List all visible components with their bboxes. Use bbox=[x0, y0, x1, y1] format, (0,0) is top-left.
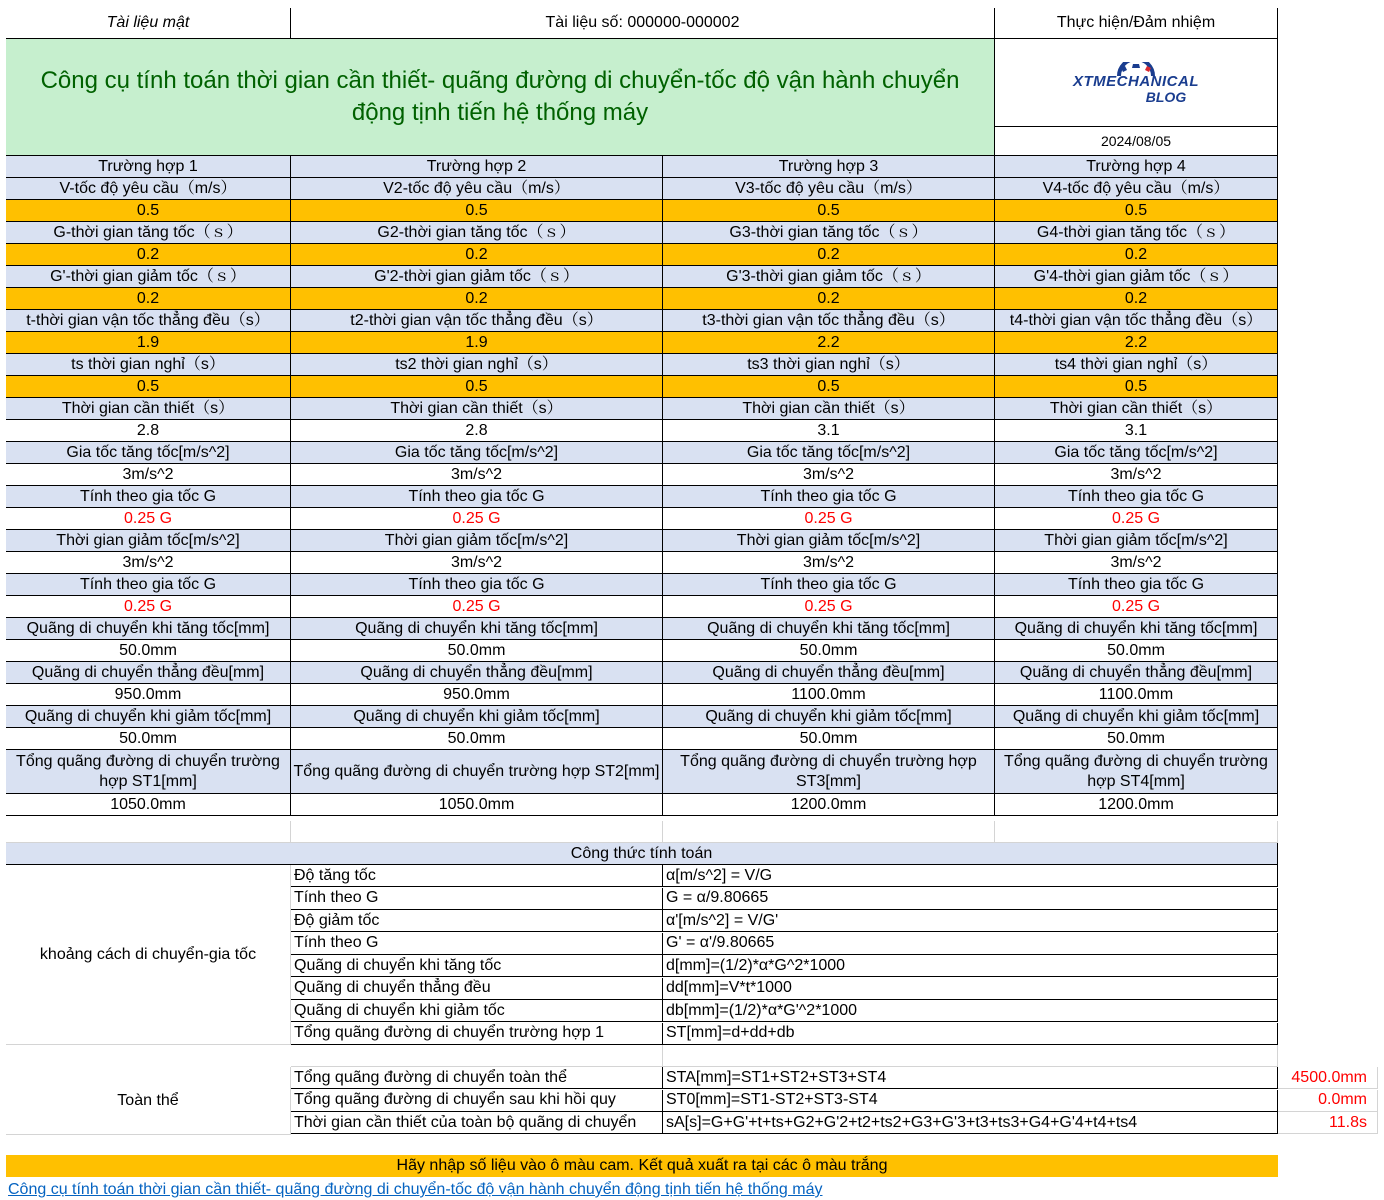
table-row bbox=[0, 200, 1384, 222]
doc-number-cell[interactable] bbox=[291, 8, 995, 39]
result-cell-case-3[interactable]: 3.1 bbox=[663, 420, 995, 442]
result-cell-case-2[interactable]: 1050.0mm bbox=[291, 794, 663, 816]
formulas-header-row bbox=[0, 843, 1384, 865]
label-cell-case-4[interactable]: Quãng di chuyển khi giảm tốc[mm] bbox=[995, 706, 1278, 728]
label-cell-case-1[interactable]: Gia tốc tăng tốc[m/s^2] bbox=[6, 442, 291, 464]
tool-title-cell[interactable]: Công cụ tính toán thời gian cần thiết- quãng đường di chuyển-tốc độ vận hành chuyển động tịnh tiến hệ thống máy bbox=[6, 39, 995, 156]
formula-expression[interactable]: STA[mm]=ST1+ST2+ST3+ST4 bbox=[663, 1067, 1278, 1089]
label-cell-case-2[interactable]: Quãng di chuyển thẳng đều[mm] bbox=[291, 662, 663, 684]
label-cell-case-2[interactable]: ts2 thời gian nghỉ（s） bbox=[291, 354, 663, 376]
result-cell-case-1[interactable]: 950.0mm bbox=[6, 684, 291, 706]
label-cell-case-3[interactable]: Quãng di chuyển thẳng đều[mm] bbox=[663, 662, 995, 684]
table-row bbox=[0, 728, 1384, 750]
formula-expression[interactable]: db[mm]=(1/2)*α*G'^2*1000 bbox=[663, 1000, 1278, 1022]
formula-name[interactable]: Quãng di chuyển khi tăng tốc bbox=[291, 955, 663, 977]
blank-cell[interactable] bbox=[995, 821, 1278, 843]
tool-hyperlink[interactable]: Công cụ tính toán thời gian cần thiết- quãng đường di chuyển-tốc độ vận hành chuyển động tịnh tiến hệ thống máy bbox=[8, 1181, 823, 1198]
formula-row bbox=[0, 1090, 1384, 1112]
label-cell-case-3[interactable]: Quãng di chuyển khi tăng tốc[mm] bbox=[663, 618, 995, 640]
formula-name[interactable]: Tính theo G bbox=[291, 888, 663, 910]
table-row bbox=[0, 376, 1384, 398]
input-cell-case-3[interactable]: 0.2 bbox=[663, 244, 995, 266]
logo-cell[interactable] bbox=[995, 39, 1278, 127]
result-cell-case-3[interactable]: 1100.0mm bbox=[663, 684, 995, 706]
result-cell-case-2[interactable]: 3m/s^2 bbox=[291, 464, 663, 486]
input-cell-case-4[interactable]: 0.5 bbox=[995, 376, 1278, 398]
input-cell-case-3[interactable]: 2.2 bbox=[663, 332, 995, 354]
group-distance-accel-label[interactable]: khoảng cách di chuyển-gia tốc bbox=[6, 865, 291, 1045]
input-cell-case-1[interactable]: 0.2 bbox=[6, 244, 291, 266]
label-cell-case-3[interactable]: Trường hợp 3 bbox=[663, 156, 995, 178]
input-cell-case-1[interactable]: 0.5 bbox=[6, 376, 291, 398]
table-row bbox=[0, 354, 1384, 376]
result-cell-case-4[interactable]: 3m/s^2 bbox=[995, 464, 1278, 486]
formula-expression[interactable]: d[mm]=(1/2)*α*G^2*1000 bbox=[663, 955, 1278, 977]
label-cell-case-2[interactable]: G2-thời gian tăng tốc（ｓ） bbox=[291, 222, 663, 244]
result-cell-case-4[interactable]: 0.25 G bbox=[995, 508, 1278, 530]
label-cell-case-4[interactable]: Thời gian cần thiết（s） bbox=[995, 398, 1278, 420]
input-cell-case-3[interactable]: 0.2 bbox=[663, 288, 995, 310]
result-cell-case-2[interactable]: 0.25 G bbox=[291, 508, 663, 530]
input-cell-case-1[interactable]: 0.5 bbox=[6, 200, 291, 222]
result-cell-case-1[interactable]: 3m/s^2 bbox=[6, 464, 291, 486]
formula-expression[interactable]: ST[mm]=d+dd+db bbox=[663, 1023, 1278, 1045]
formula-row bbox=[0, 978, 1384, 1000]
label-cell-case-2[interactable]: Thời gian giảm tốc[m/s^2] bbox=[291, 530, 663, 552]
label-cell-case-4[interactable]: Tính theo gia tốc G bbox=[995, 486, 1278, 508]
formula-name[interactable]: Quãng di chuyển thẳng đều bbox=[291, 978, 663, 1000]
logo-subtext: BLOG bbox=[1145, 88, 1187, 105]
result-cell-case-4[interactable]: 50.0mm bbox=[995, 640, 1278, 662]
label-cell-case-3[interactable]: V3-tốc độ yêu cầu（m/s） bbox=[663, 178, 995, 200]
table-row bbox=[0, 464, 1384, 486]
result-cell-case-2[interactable]: 50.0mm bbox=[291, 640, 663, 662]
formula-name[interactable]: Tổng quãng đường di chuyển trường hợp 1 bbox=[291, 1023, 663, 1045]
formula-expression[interactable]: α'[m/s^2] = V/G' bbox=[663, 910, 1278, 932]
logo-text: XTMECHANICAL bbox=[1073, 72, 1199, 90]
label-cell-case-2[interactable]: V2-tốc độ yêu cầu（m/s） bbox=[291, 178, 663, 200]
formula-result[interactable]: 4500.0mm bbox=[1278, 1067, 1378, 1089]
result-cell-case-1[interactable]: 50.0mm bbox=[6, 640, 291, 662]
label-cell-case-4[interactable]: Quãng di chuyển khi tăng tốc[mm] bbox=[995, 618, 1278, 640]
label-cell-case-1[interactable]: Quãng di chuyển thẳng đều[mm] bbox=[6, 662, 291, 684]
table-row bbox=[0, 706, 1384, 728]
input-cell-case-4[interactable]: 0.2 bbox=[995, 244, 1278, 266]
table-row bbox=[0, 662, 1384, 684]
label-cell-case-3[interactable]: Tính theo gia tốc G bbox=[663, 486, 995, 508]
input-cell-case-3[interactable]: 0.5 bbox=[663, 200, 995, 222]
table-row bbox=[0, 244, 1384, 266]
result-cell-case-4[interactable]: 3.1 bbox=[995, 420, 1278, 442]
label-cell-case-2[interactable]: t2-thời gian vận tốc thẳng đều（s） bbox=[291, 310, 663, 332]
formula-name[interactable]: Tổng quãng đường di chuyển sau khi hồi quy bbox=[291, 1090, 663, 1112]
label-cell-case-3[interactable]: Gia tốc tăng tốc[m/s^2] bbox=[663, 442, 995, 464]
label-cell-case-2[interactable]: Tính theo gia tốc G bbox=[291, 486, 663, 508]
formula-row bbox=[0, 1067, 1384, 1089]
group-overall-label[interactable]: Toàn thể bbox=[6, 1067, 291, 1135]
formula-row bbox=[0, 955, 1384, 977]
blank-cell[interactable] bbox=[291, 821, 663, 843]
label-cell-case-3[interactable]: Quãng di chuyển khi giảm tốc[mm] bbox=[663, 706, 995, 728]
formula-name[interactable]: Quãng di chuyển khi giảm tốc bbox=[291, 1000, 663, 1022]
result-cell-case-3[interactable]: 50.0mm bbox=[663, 640, 995, 662]
label-cell-case-4[interactable]: Trường hợp 4 bbox=[995, 156, 1278, 178]
label-cell-case-4[interactable]: V4-tốc độ yêu cầu（m/s） bbox=[995, 178, 1278, 200]
result-cell-case-4[interactable]: 1100.0mm bbox=[995, 684, 1278, 706]
label-cell-case-1[interactable]: G-thời gian tăng tốc（ｓ） bbox=[6, 222, 291, 244]
instruction-note[interactable]: Hãy nhập số liệu vào ô màu cam. Kết quả xuất ra tại các ô màu trắng bbox=[6, 1155, 1278, 1177]
title-row bbox=[0, 39, 1384, 156]
formula-name[interactable]: Tổng quãng đường di chuyển toàn thể bbox=[291, 1067, 663, 1089]
label-cell-case-4[interactable]: Thời gian giảm tốc[m/s^2] bbox=[995, 530, 1278, 552]
label-cell-case-2[interactable]: Thời gian cần thiết（s） bbox=[291, 398, 663, 420]
formula-expression[interactable]: α[m/s^2] = V/G bbox=[663, 865, 1278, 887]
formula-expression[interactable]: sA[s]=G+G'+t+ts+G2+G'2+t2+ts2+G3+G'3+t3+ts3+G4+G'4+t4+ts4 bbox=[663, 1112, 1278, 1134]
result-cell-case-3[interactable]: 0.25 G bbox=[663, 596, 995, 618]
result-cell-case-1[interactable]: 50.0mm bbox=[6, 728, 291, 750]
blank-cell[interactable] bbox=[663, 1045, 1278, 1067]
result-cell-case-3[interactable]: 3m/s^2 bbox=[663, 552, 995, 574]
table-row bbox=[0, 398, 1384, 420]
result-cell-case-3[interactable]: 50.0mm bbox=[663, 728, 995, 750]
result-cell-case-3[interactable]: 3m/s^2 bbox=[663, 464, 995, 486]
label-cell-case-2[interactable]: Quãng di chuyển khi giảm tốc[mm] bbox=[291, 706, 663, 728]
label-cell-case-3[interactable]: Thời gian giảm tốc[m/s^2] bbox=[663, 530, 995, 552]
formula-expression[interactable]: ST0[mm]=ST1-ST2+ST3-ST4 bbox=[663, 1090, 1278, 1112]
label-cell-case-1[interactable]: Tính theo gia tốc G bbox=[6, 486, 291, 508]
table-row bbox=[0, 684, 1384, 706]
formula-name[interactable]: Thời gian cần thiết của toàn bộ quãng di chuyển bbox=[291, 1112, 663, 1134]
label-cell-case-1[interactable]: Tính theo gia tốc G bbox=[6, 574, 291, 596]
blank-cell[interactable] bbox=[291, 1045, 663, 1067]
result-cell-case-2[interactable]: 50.0mm bbox=[291, 728, 663, 750]
formula-result[interactable]: 11.8s bbox=[1278, 1112, 1378, 1134]
label-cell-case-4[interactable]: Gia tốc tăng tốc[m/s^2] bbox=[995, 442, 1278, 464]
label-cell-case-2[interactable]: Trường hợp 2 bbox=[291, 156, 663, 178]
blank-row bbox=[0, 1045, 1384, 1067]
label-cell-case-1[interactable]: G'-thời gian giảm tốc（ｓ） bbox=[6, 266, 291, 288]
table-row bbox=[0, 266, 1384, 288]
input-cell-case-4[interactable]: 2.2 bbox=[995, 332, 1278, 354]
result-cell-case-3[interactable]: 0.25 G bbox=[663, 508, 995, 530]
date-cell[interactable]: 2024/08/05 bbox=[995, 127, 1278, 156]
blank-cell[interactable] bbox=[663, 821, 995, 843]
input-cell-case-1[interactable]: 0.2 bbox=[6, 288, 291, 310]
result-cell-case-4[interactable]: 3m/s^2 bbox=[995, 552, 1278, 574]
table-row bbox=[0, 794, 1384, 816]
label-cell-case-1[interactable]: Thời gian giảm tốc[m/s^2] bbox=[6, 530, 291, 552]
input-cell-case-1[interactable]: 1.9 bbox=[6, 332, 291, 354]
input-cell-case-3[interactable]: 0.5 bbox=[663, 376, 995, 398]
label-cell-case-1[interactable]: Tổng quãng đường di chuyển trường hợp ST1[mm] bbox=[6, 750, 291, 794]
result-cell-case-4[interactable]: 50.0mm bbox=[995, 728, 1278, 750]
label-cell-case-1[interactable]: Thời gian cần thiết（s） bbox=[6, 398, 291, 420]
doc-number-value: 000000-000002 bbox=[627, 14, 740, 31]
formula-row bbox=[0, 865, 1384, 887]
blank-cell[interactable] bbox=[6, 821, 291, 843]
formula-row bbox=[0, 1112, 1384, 1134]
input-cell-case-2[interactable]: 0.5 bbox=[291, 376, 663, 398]
table-row bbox=[0, 222, 1384, 244]
input-cell-case-2[interactable]: 0.2 bbox=[291, 244, 663, 266]
label-cell-case-1[interactable]: V-tốc độ yêu cầu（m/s） bbox=[6, 178, 291, 200]
input-cell-case-2[interactable]: 1.9 bbox=[291, 332, 663, 354]
result-cell-case-1[interactable]: 0.25 G bbox=[6, 508, 291, 530]
table-row bbox=[0, 310, 1384, 332]
label-cell-case-3[interactable]: Tính theo gia tốc G bbox=[663, 574, 995, 596]
result-cell-case-1[interactable]: 1050.0mm bbox=[6, 794, 291, 816]
assignee-label-cell[interactable]: Thực hiện/Đảm nhiệm bbox=[995, 8, 1278, 39]
formula-result[interactable]: 0.0mm bbox=[1278, 1090, 1378, 1112]
table-row bbox=[0, 178, 1384, 200]
table-row bbox=[0, 288, 1384, 310]
result-cell-case-2[interactable]: 0.25 G bbox=[291, 596, 663, 618]
table-row bbox=[0, 332, 1384, 354]
label-cell-case-1[interactable]: Trường hợp 1 bbox=[6, 156, 291, 178]
table-row bbox=[0, 156, 1384, 178]
label-cell-case-4[interactable]: ts4 thời gian nghỉ（s） bbox=[995, 354, 1278, 376]
label-cell-case-4[interactable]: Tổng quãng đường di chuyển trường hợp ST4[mm] bbox=[995, 750, 1278, 794]
result-cell-case-3[interactable]: 1200.0mm bbox=[663, 794, 995, 816]
formula-name[interactable]: Độ giảm tốc bbox=[291, 910, 663, 932]
result-cell-case-1[interactable]: 0.25 G bbox=[6, 596, 291, 618]
result-cell-case-2[interactable]: 950.0mm bbox=[291, 684, 663, 706]
label-cell-case-4[interactable]: G4-thời gian tăng tốc（ｓ） bbox=[995, 222, 1278, 244]
table-row bbox=[0, 486, 1384, 508]
formula-row bbox=[0, 888, 1384, 910]
result-cell-case-1[interactable]: 2.8 bbox=[6, 420, 291, 442]
formula-row bbox=[0, 933, 1384, 955]
result-cell-case-1[interactable]: 3m/s^2 bbox=[6, 552, 291, 574]
label-cell-case-3[interactable]: t3-thời gian vận tốc thẳng đều（s） bbox=[663, 310, 995, 332]
label-cell-case-4[interactable]: Tính theo gia tốc G bbox=[995, 574, 1278, 596]
label-cell-case-3[interactable]: G3-thời gian tăng tốc（ｓ） bbox=[663, 222, 995, 244]
table-row bbox=[0, 552, 1384, 574]
table-row bbox=[0, 640, 1384, 662]
formula-name[interactable]: Độ tăng tốc bbox=[291, 865, 663, 887]
label-cell-case-1[interactable]: t-thời gian vận tốc thẳng đều（s） bbox=[6, 310, 291, 332]
label-cell-case-4[interactable]: t4-thời gian vận tốc thẳng đều（s） bbox=[995, 310, 1278, 332]
blank-row bbox=[0, 821, 1384, 843]
result-cell-case-4[interactable]: 1200.0mm bbox=[995, 794, 1278, 816]
table-row bbox=[0, 596, 1384, 618]
confidential-cell[interactable]: Tài liệu mật bbox=[6, 8, 291, 39]
formula-expression[interactable]: dd[mm]=V*t*1000 bbox=[663, 978, 1278, 1000]
footer-note-row bbox=[0, 1155, 1384, 1177]
table-row bbox=[0, 574, 1384, 596]
label-cell-case-2[interactable]: Quãng di chuyển khi tăng tốc[mm] bbox=[291, 618, 663, 640]
input-cell-case-2[interactable]: 0.5 bbox=[291, 200, 663, 222]
label-cell-case-1[interactable]: ts thời gian nghỉ（s） bbox=[6, 354, 291, 376]
formula-name[interactable]: Tính theo G bbox=[291, 933, 663, 955]
label-cell-case-3[interactable]: Thời gian cần thiết（s） bbox=[663, 398, 995, 420]
input-cell-case-4[interactable]: 0.5 bbox=[995, 200, 1278, 222]
table-row bbox=[0, 442, 1384, 464]
table-row bbox=[0, 530, 1384, 552]
table-row bbox=[0, 508, 1384, 530]
label-cell-case-4[interactable]: G'4-thời gian giảm tốc（ｓ） bbox=[995, 266, 1278, 288]
formulas-title[interactable]: Công thức tính toán bbox=[6, 843, 1278, 865]
input-cell-case-2[interactable]: 0.2 bbox=[291, 288, 663, 310]
label-cell-case-2[interactable]: Tổng quãng đường di chuyển trường hợp ST2[mm] bbox=[291, 750, 663, 794]
input-cell-case-4[interactable]: 0.2 bbox=[995, 288, 1278, 310]
formula-expression[interactable]: G' = α'/9.80665 bbox=[663, 933, 1278, 955]
formula-row bbox=[0, 910, 1384, 932]
formula-expression[interactable]: G = α/9.80665 bbox=[663, 888, 1278, 910]
label-cell-case-4[interactable]: Quãng di chuyển thẳng đều[mm] bbox=[995, 662, 1278, 684]
label-cell-case-3[interactable]: ts3 thời gian nghỉ（s） bbox=[663, 354, 995, 376]
result-cell-case-2[interactable]: 2.8 bbox=[291, 420, 663, 442]
table-row bbox=[0, 420, 1384, 442]
formula-row bbox=[0, 1023, 1384, 1045]
label-cell-case-3[interactable]: G'3-thời gian giảm tốc（ｓ） bbox=[663, 266, 995, 288]
label-cell-case-2[interactable]: G'2-thời gian giảm tốc（ｓ） bbox=[291, 266, 663, 288]
table-row bbox=[0, 618, 1384, 640]
formula-row bbox=[0, 1000, 1384, 1022]
label-cell-case-3[interactable]: Tổng quãng đường di chuyển trường hợp ST3[mm] bbox=[663, 750, 995, 794]
result-cell-case-4[interactable]: 0.25 G bbox=[995, 596, 1278, 618]
label-cell-case-1[interactable]: Quãng di chuyển khi tăng tốc[mm] bbox=[6, 618, 291, 640]
result-cell-case-2[interactable]: 3m/s^2 bbox=[291, 552, 663, 574]
table-row bbox=[0, 750, 1384, 794]
doc-number-label: Tài liệu số: bbox=[545, 14, 623, 31]
footer-link-row bbox=[0, 1180, 1384, 1200]
label-cell-case-2[interactable]: Gia tốc tăng tốc[m/s^2] bbox=[291, 442, 663, 464]
label-cell-case-2[interactable]: Tính theo gia tốc G bbox=[291, 574, 663, 596]
label-cell-case-1[interactable]: Quãng di chuyển khi giảm tốc[mm] bbox=[6, 706, 291, 728]
doc-header-row bbox=[0, 8, 1384, 39]
